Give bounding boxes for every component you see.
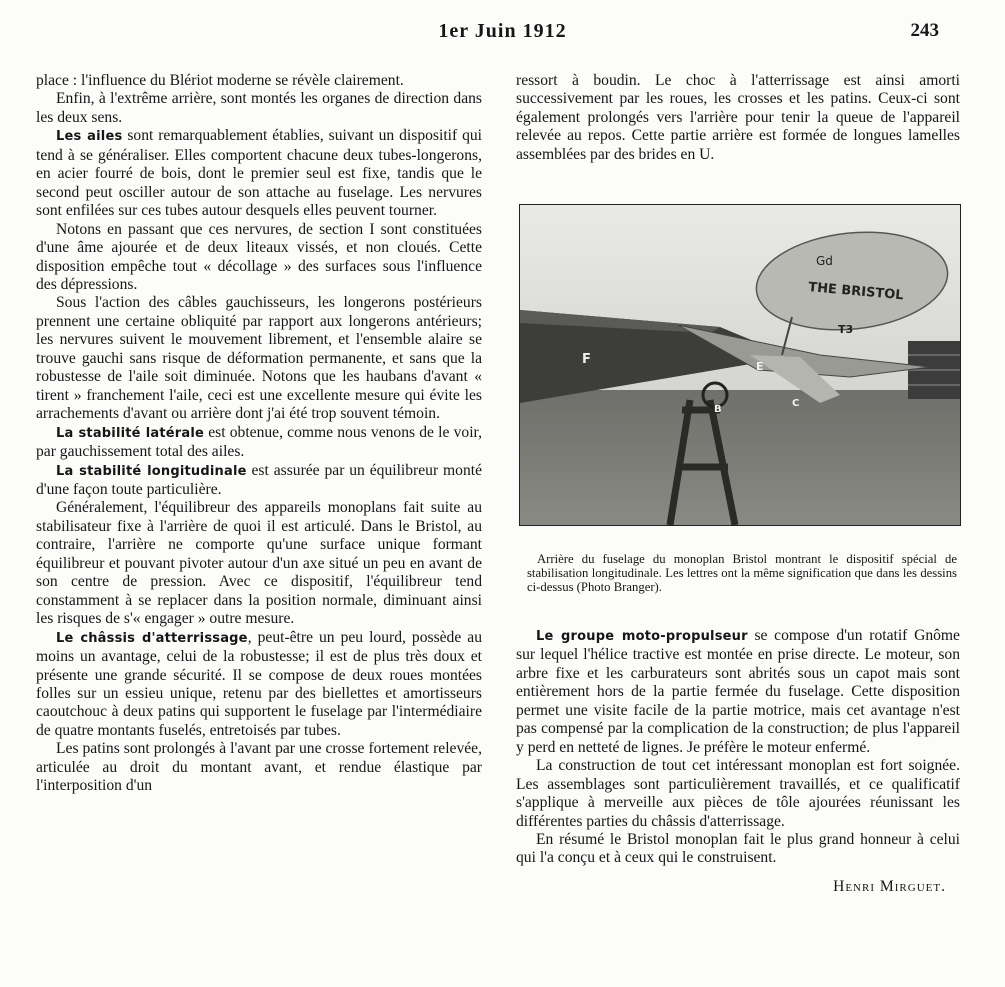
photo-caption: Arrière du fuselage du monoplan Bristol montrant le dispositif spécial de stabilisation longitudinale. Les lettres ont la même signification que dans les dessins ci-dessus (Photo Branger). (527, 552, 957, 595)
header-date: 1er Juin 1912 (438, 20, 567, 42)
paragraph (516, 72, 960, 164)
paragraph (36, 740, 482, 795)
left-column (36, 72, 482, 796)
paragraph (36, 462, 482, 500)
paragraph-lead: La stabilité longitudinale (56, 463, 247, 479)
paragraph (36, 127, 482, 220)
photo-ground (520, 390, 960, 525)
photo-rudder-text-3: T3 (838, 323, 854, 336)
paragraph (36, 72, 482, 90)
photo-rudder-text-2: THE BRISTOL (807, 280, 905, 304)
paragraph (516, 757, 960, 831)
paragraph-text: Généralement, l'équilibreur des appareils monoplans fait suite au stabilisateur fixe à l'arrière de quoi il est articulé. Dans le Bristol, au contraire, l'arrière ne comporte qu'une surface unique formant équilibreur et pouvant pivoter autour d'un axe situé un peu en avant de son centre de pression. Avec ce dispositif, l'équilibreur tend constamment à se replacer dans la position normale, diminuant ainsi les risques de s'« engager » outre mesure. (36, 499, 482, 628)
paragraph-text: , peut-être un peu lourd, possède au moins un avantage, celui de la robustesse; il est de plus très doux et présente une grande sécurité. Il se compose de deux roues montées folles sur un essieu unique, retenu par des biellettes et amortisseurs caoutchouc à deux patins qui supportent le fuselage par l'intermédiaire de quatre montants fuselés, entretoisés par tubes. (36, 628, 482, 739)
paragraph-lead: Le châssis d'atterrissage (56, 630, 248, 646)
paragraph-text: Sous l'action des câbles gauchisseurs, les longerons postérieurs prennent une certaine obliquité par rapport aux longerons antérieurs; les nervures suivent le mouvement librement, et l'ensemble alaire se trouve gauchi sans risque de déformation permanente, et sans que la robustesse de l'aile soit diminuée. Notons que les haubans d'avant « tirent » franchement l'aile, ceci est une excellente mesure qui évite les arrachements d'avant ou arrière dont j'ai été trop souvent témoin. (36, 294, 482, 423)
paragraph (36, 294, 482, 423)
paragraph (36, 424, 482, 462)
paragraph-lead: Le groupe moto-propulseur (536, 629, 748, 644)
paragraph-lead: La stabilité latérale (56, 425, 205, 441)
paragraph (516, 627, 960, 757)
right-column-top (516, 72, 960, 164)
paragraph (36, 221, 482, 295)
paragraph-text: est assurée par un équilibreur monté d'une façon toute particulière. (36, 461, 482, 498)
paragraph (36, 629, 482, 741)
paragraph-text: Enfin, à l'extrême arrière, sont montés les organes de direction dans les deux sens. (36, 90, 482, 126)
paragraph-text: ressort à boudin. Le choc à l'atterrissage est ainsi amorti successivement par les roues, les crosses et les patins. Ceux-ci sont également prolongés vers l'arrière pour tenir la queue de l'appareil relevée au repos. Cette partie arrière est formée de longues lamelles assemblées par des brides en U. (516, 72, 960, 163)
paragraph-text: La construction de tout cet intéressant monoplan est fort soignée. Les assemblages sont particulièrement travaillés, et ce qualificatif s'applique à merveille aux pièces de tôle ajourées réunissant les différentes parties du châssis d'atterrissage. (516, 757, 960, 830)
paragraph (36, 499, 482, 628)
photo-letter-C: C (792, 398, 800, 409)
page-number: 243 (910, 20, 939, 41)
paragraph-text: se compose d'un rotatif Gnôme sur lequel l'hélice tractive est montée en prise directe. Le moteur, son arbre fixe et les carburateurs sont abrités sous un capot mais sont entièrement hors de la partie fermée du fuselage. Cette disposition permet une visite facile de la partie motrice, mais cet avantage n'est pas compensé par la complication de la construction; de plus l'appareil y perd en netteté de lignes. Je préfère le moteur enfermé. (516, 627, 960, 756)
paragraph-text: sont remarquablement établies, suivant un dispositif qui tend à se généraliser. Elles comportent chacune deux tubes-longerons, en acier fourré de bois, dont le premier seul est fixe, tandis que le second peut osciller autour de son attache au fuselage. Les nervures sont enfilées sur ces tubes autour desquels elles peuvent tourner. (36, 127, 483, 220)
paragraph-text: Notons en passant que ces nervures, de section I sont constituées d'une âme ajourée et de deux liteaux vissés, et non cloués. Cette disposition empêche tout « décollage » des surfaces sous l'influence des dépressions. (36, 220, 482, 293)
right-column-bottom (516, 627, 960, 896)
paragraph-text: En résumé le Bristol monoplan fait le plus grand honneur à celui qui l'a conçu et à ceux qui le construisent. (516, 830, 960, 867)
paragraph-lead: Les ailes (56, 129, 123, 145)
author-signature: Henri Mirguet. (833, 877, 946, 895)
photo-rudder-text-1: Gd (816, 254, 833, 268)
paragraph-text: Les patins sont prolongés à l'avant par une crosse fortement relevée, articulée au droit du montant avant, et rendue élastique par l'interposition d'un (36, 740, 482, 795)
paragraph-text: est obtenue, comme nous venons de le voir, par gauchissement total des ailes. (36, 423, 482, 461)
paragraph-text: place : l'influence du Blériot moderne se révèle clairement. (36, 72, 404, 89)
photo-letter-F: F (582, 352, 591, 367)
paragraph (516, 831, 960, 868)
photo-letter-B: B (714, 404, 722, 415)
paragraph (36, 90, 482, 127)
aircraft-tail-photo (519, 204, 961, 526)
photo-letter-E: E (756, 360, 764, 373)
